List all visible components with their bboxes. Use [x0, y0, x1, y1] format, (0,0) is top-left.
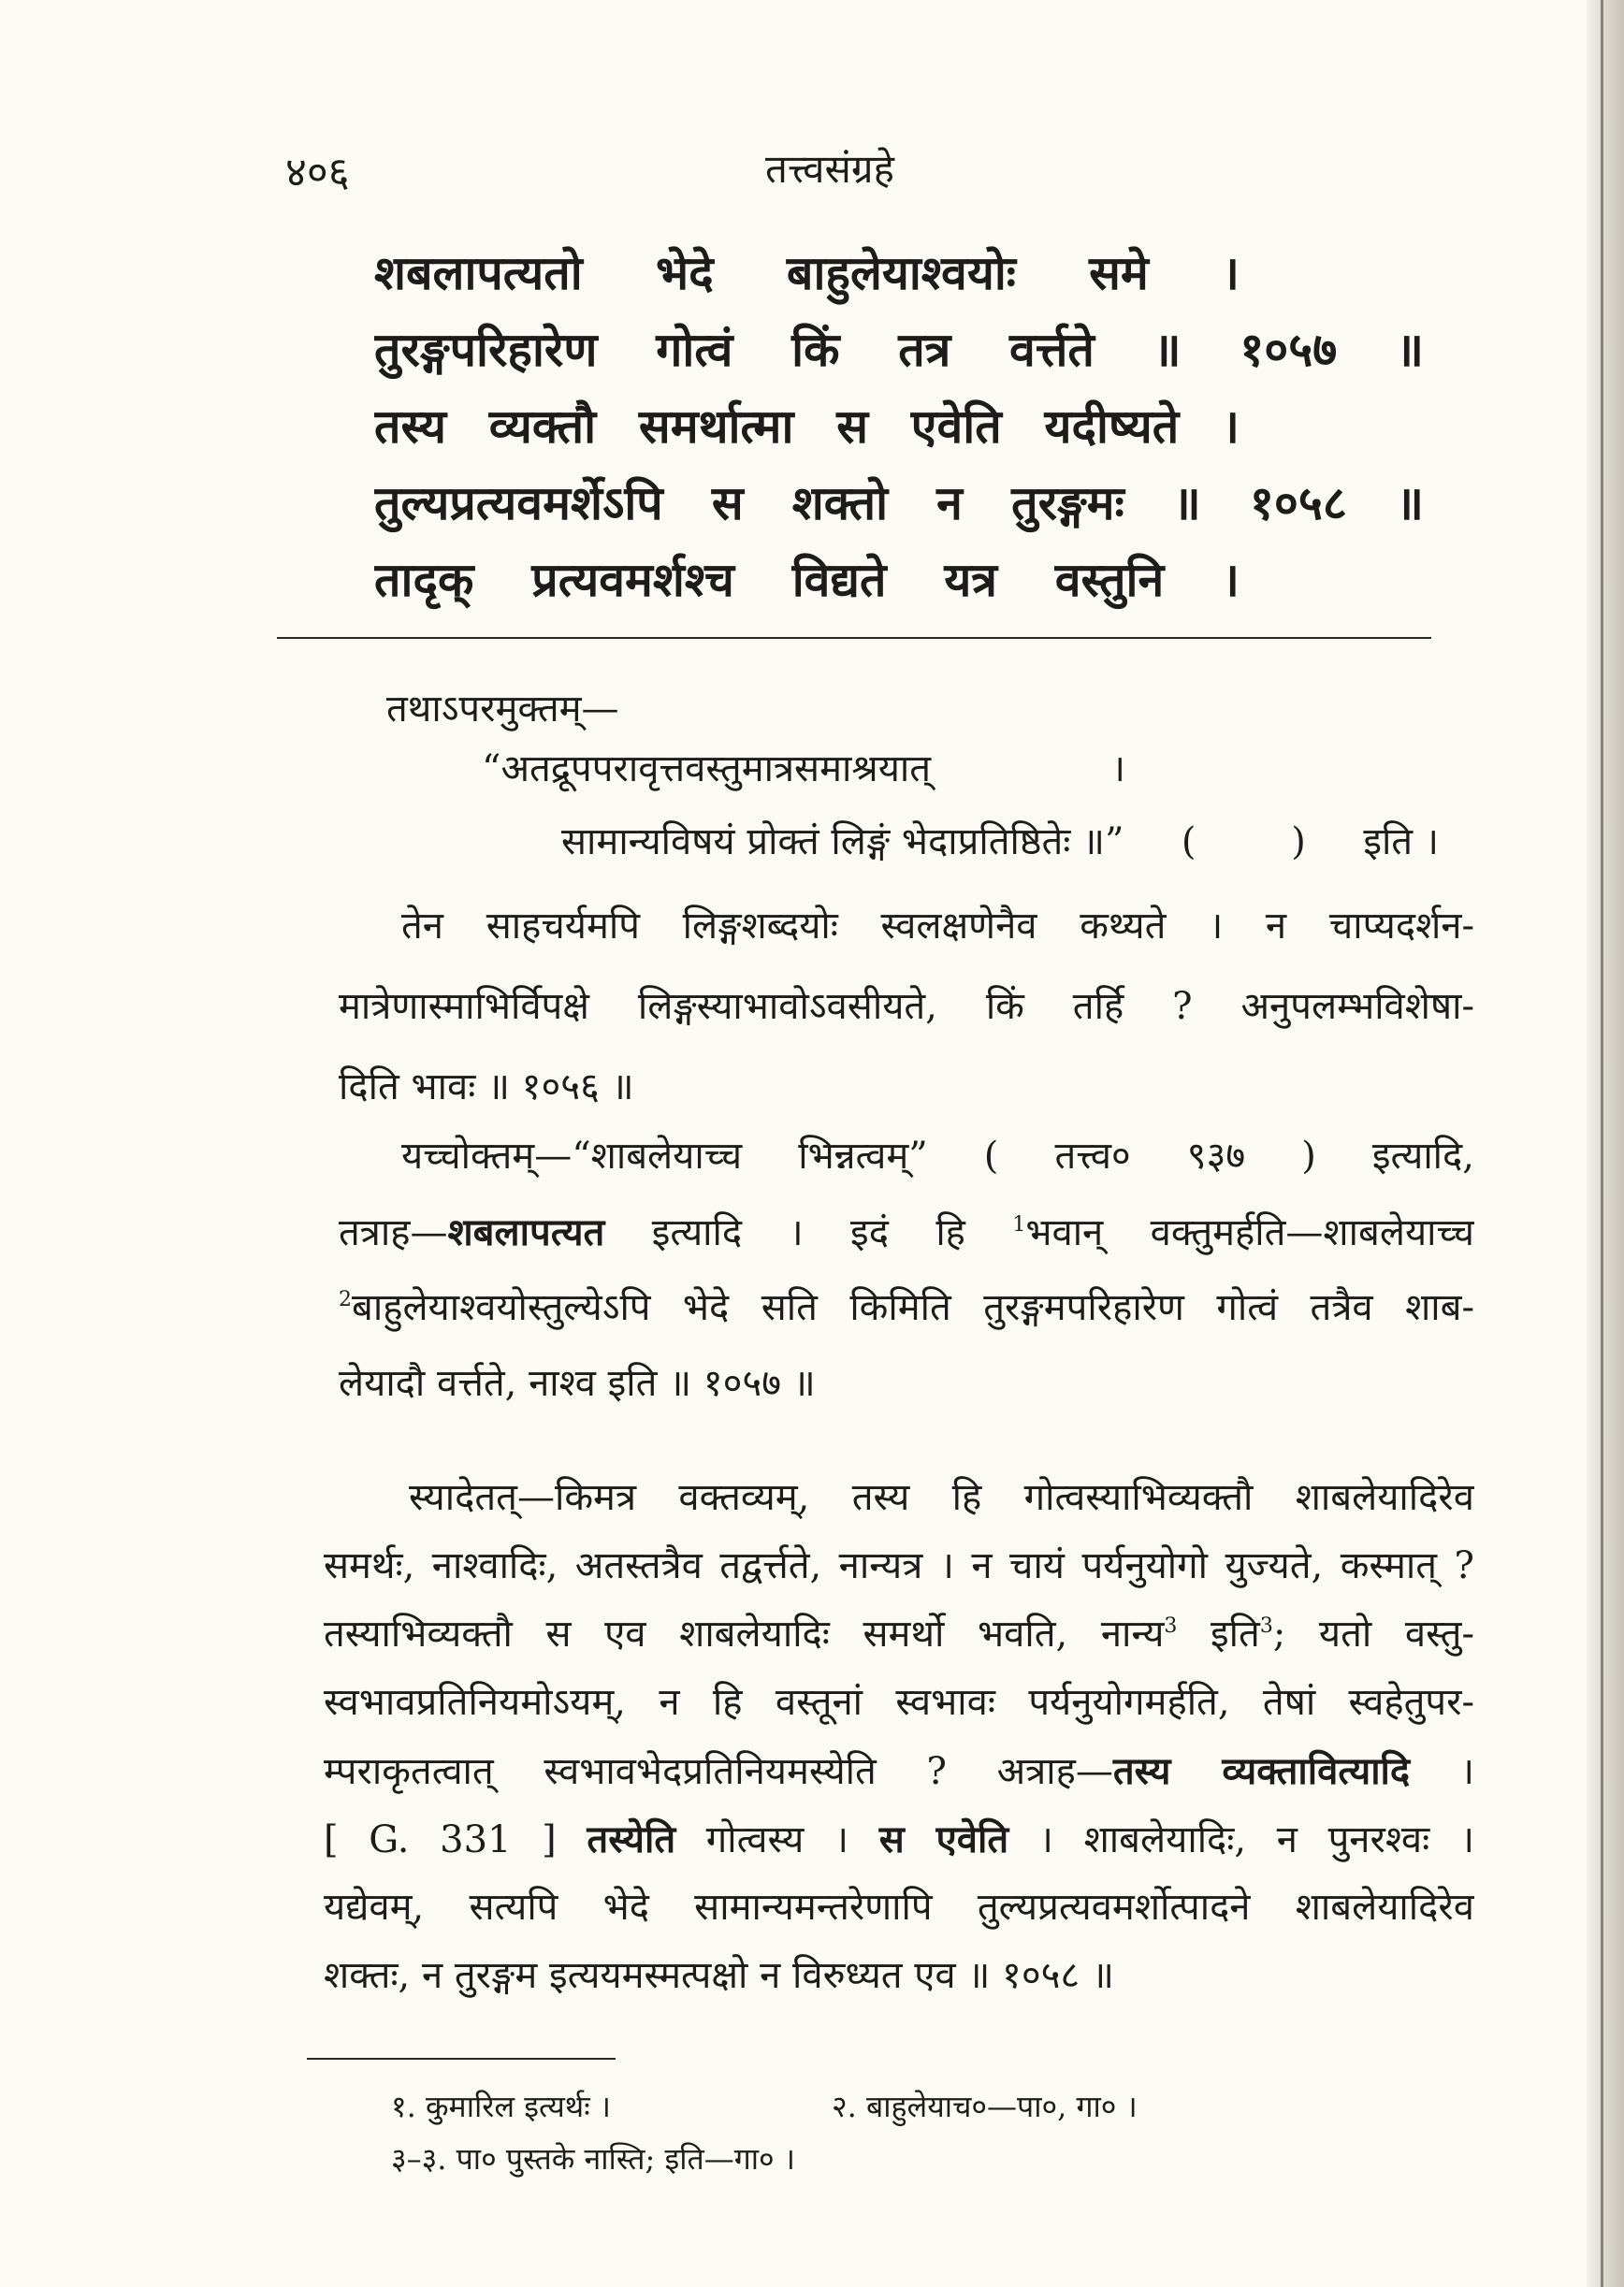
text-segment: इति	[1177, 1613, 1260, 1656]
text-segment: ।	[1410, 1750, 1474, 1793]
text-segment: स्यादेतत्—किमत्र वक्तव्यम्, तस्य हि गोत्वस्याभिव्यक्तौ शाबलेयादिरेव	[409, 1476, 1474, 1519]
quote-text: सामान्यविषयं प्रोक्तं लिङ्गं भेदाप्रतिष्ठितेः ॥”	[561, 820, 1124, 863]
quoted-verse-line	[482, 741, 1125, 797]
verse-line: तुल्यप्रत्यवमर्शेऽपि स शक्तो न तुरङ्गमः ॥ १०५८ ॥	[374, 475, 1424, 530]
bold-text: स एवेति	[878, 1817, 1009, 1861]
text-segment: ; यतो वस्तु-	[1272, 1613, 1474, 1656]
footnote-line	[391, 2080, 1467, 2133]
text-line	[339, 1346, 1474, 1422]
text-segment: इत्यादि । इदं हि	[604, 1211, 1013, 1254]
text-line	[339, 1047, 1474, 1127]
text-segment: यद्येवम्, सत्यपि भेदे सामान्यमन्तरेणापि तुल्यप्रत्यवमर्शोत्पादने शाबलेयादिरेव	[324, 1886, 1474, 1929]
text-segment: दिति भावः ॥ १०५६ ॥	[339, 1065, 634, 1108]
verse-commentary-divider	[277, 637, 1431, 639]
text-segment: तस्याभिव्यक्तौ स एव शाबलेयादिः समर्थो भवति, नान्य	[324, 1613, 1165, 1656]
verse-line: तस्य व्यक्तौ समर्थात्मा स एवेति यदीष्यते ।	[374, 398, 1240, 454]
text-segment: गोत्वस्य ।	[675, 1818, 879, 1861]
quoted-verse-line	[561, 814, 1439, 870]
text-line	[339, 886, 1474, 966]
text-segment: बाहुलेयाश्वयोस्तुल्येऽपि भेदे सति किमिति तुरङ्गमपरिहारेण गोत्वं तत्रैव शाब-	[352, 1286, 1474, 1329]
text-line	[339, 1119, 1474, 1194]
text-segment: यच्चोक्तम्—“शाबलेयाच्च भिन्नत्वम्” ( तत्त्व० ९३७ ) इत्यादि,	[401, 1135, 1474, 1178]
text-segment: समर्थः, नाश्वादिः, अतस्तत्रैव तद्वर्त्तते, नान्यत्र । न चायं पर्यनुयोगो युज्यते, कस्मात् ?	[324, 1544, 1474, 1587]
text-line	[339, 1270, 1474, 1346]
commentary-paragraph	[339, 886, 1474, 1127]
text-segment: म्पराकृतत्वात् स्वभावभेदप्रतिनियमस्येति ? अत्राह—	[324, 1750, 1113, 1793]
text-line	[324, 1942, 1474, 2010]
running-title: तत्त्वसंग्रहे	[765, 146, 894, 192]
commentary-paragraph	[324, 1464, 1474, 2010]
commentary-paragraph	[339, 1119, 1474, 1422]
verse-line: तुरङ्गपरिहारेण गोत्वं किं तत्र वर्त्तते ॥ १०५७ ॥	[374, 322, 1424, 377]
quote-text: “अतद्रूपपरावृत्तवस्तुमात्रसमाश्रयात्	[482, 747, 932, 790]
danda-mark: ।	[1110, 747, 1125, 790]
text-line	[324, 1464, 1474, 1532]
text-segment: मात्रेणास्माभिर्विपक्षे लिङ्गस्याभावोऽवसीयते, किं तर्हि ? अनुपलम्भविशेषा-	[339, 985, 1474, 1028]
footnote-marker: 3	[1259, 1614, 1273, 1638]
bold-text: शबलापत्यत	[447, 1210, 605, 1254]
bold-text: तस्येति	[587, 1817, 676, 1861]
footnotes	[391, 2080, 1467, 2185]
text-line	[324, 1600, 1474, 1669]
quote-closing: इति ।	[1363, 820, 1439, 863]
footnote-line	[391, 2133, 1467, 2185]
text-segment: स्वभावप्रतिनियमोऽयम्, न हि वस्तूनां स्वभावः पर्यनुयोगमर्हति, तेषां स्वहेतुपर-	[324, 1681, 1474, 1724]
footnote: ३–३. पा० पुस्तके नास्ति; इति—गा० ।	[391, 2141, 795, 2177]
footnote-marker: 2	[339, 1287, 352, 1311]
text-segment: । शाबलेयादिः, न पुनरश्वः ।	[1008, 1818, 1474, 1861]
footnote-marker: 3	[1164, 1614, 1178, 1638]
text-segment: तेन साहचर्यमपि लिङ्गशब्दयोः स्वलक्षणेनैव कथ्यते । न चाप्यदर्शन-	[401, 905, 1474, 948]
page-number: ४०६	[285, 149, 350, 196]
verse-line: तादृक् प्रत्यवमर्शश्च विद्यते यत्र वस्तुनि ।	[374, 552, 1240, 607]
text-segment: लेयादौ वर्त्तते, नाश्व इति ॥ १०५७ ॥	[339, 1362, 816, 1405]
footnote: २. बाहुलेयाच०—पा०, गा० ।	[832, 2089, 1138, 2124]
text-line	[339, 1194, 1474, 1270]
footnote: १. कुमारिल इत्यर्थः ।	[391, 2089, 611, 2124]
blank-reference-parentheses: ( )	[1181, 820, 1306, 863]
text-segment: [ G. 331 ]	[324, 1818, 587, 1861]
text-segment: शक्तः, न तुरङ्गम इत्ययमस्मत्पक्षो न विरुध्यत एव ॥ १०५८ ॥	[324, 1954, 1114, 1997]
page-edge-line	[1601, 0, 1603, 2287]
bold-text: तस्य व्यक्तावित्यादि	[1112, 1749, 1411, 1793]
text-line	[324, 1805, 1474, 1874]
footnote-divider	[307, 2058, 616, 2060]
text-line	[324, 1532, 1474, 1600]
text-line	[324, 1669, 1474, 1737]
footnote-marker: 1	[1012, 1212, 1026, 1237]
text-line	[324, 1874, 1474, 1942]
text-segment: भवान् वक्तुमर्हति—शाबलेयाच्च	[1025, 1211, 1474, 1254]
text-line	[324, 1737, 1474, 1805]
page-binding-shadow	[1587, 0, 1624, 2287]
verse-block	[374, 235, 1431, 618]
text-segment: तत्राह—	[339, 1211, 448, 1254]
commentary-intro: तथाऽपरमुक्तम्—	[386, 688, 619, 731]
text-line	[339, 966, 1474, 1047]
verse-line: शबलापत्यतो भेदे बाहुलेयाश्वयोः समे ।	[374, 245, 1240, 300]
